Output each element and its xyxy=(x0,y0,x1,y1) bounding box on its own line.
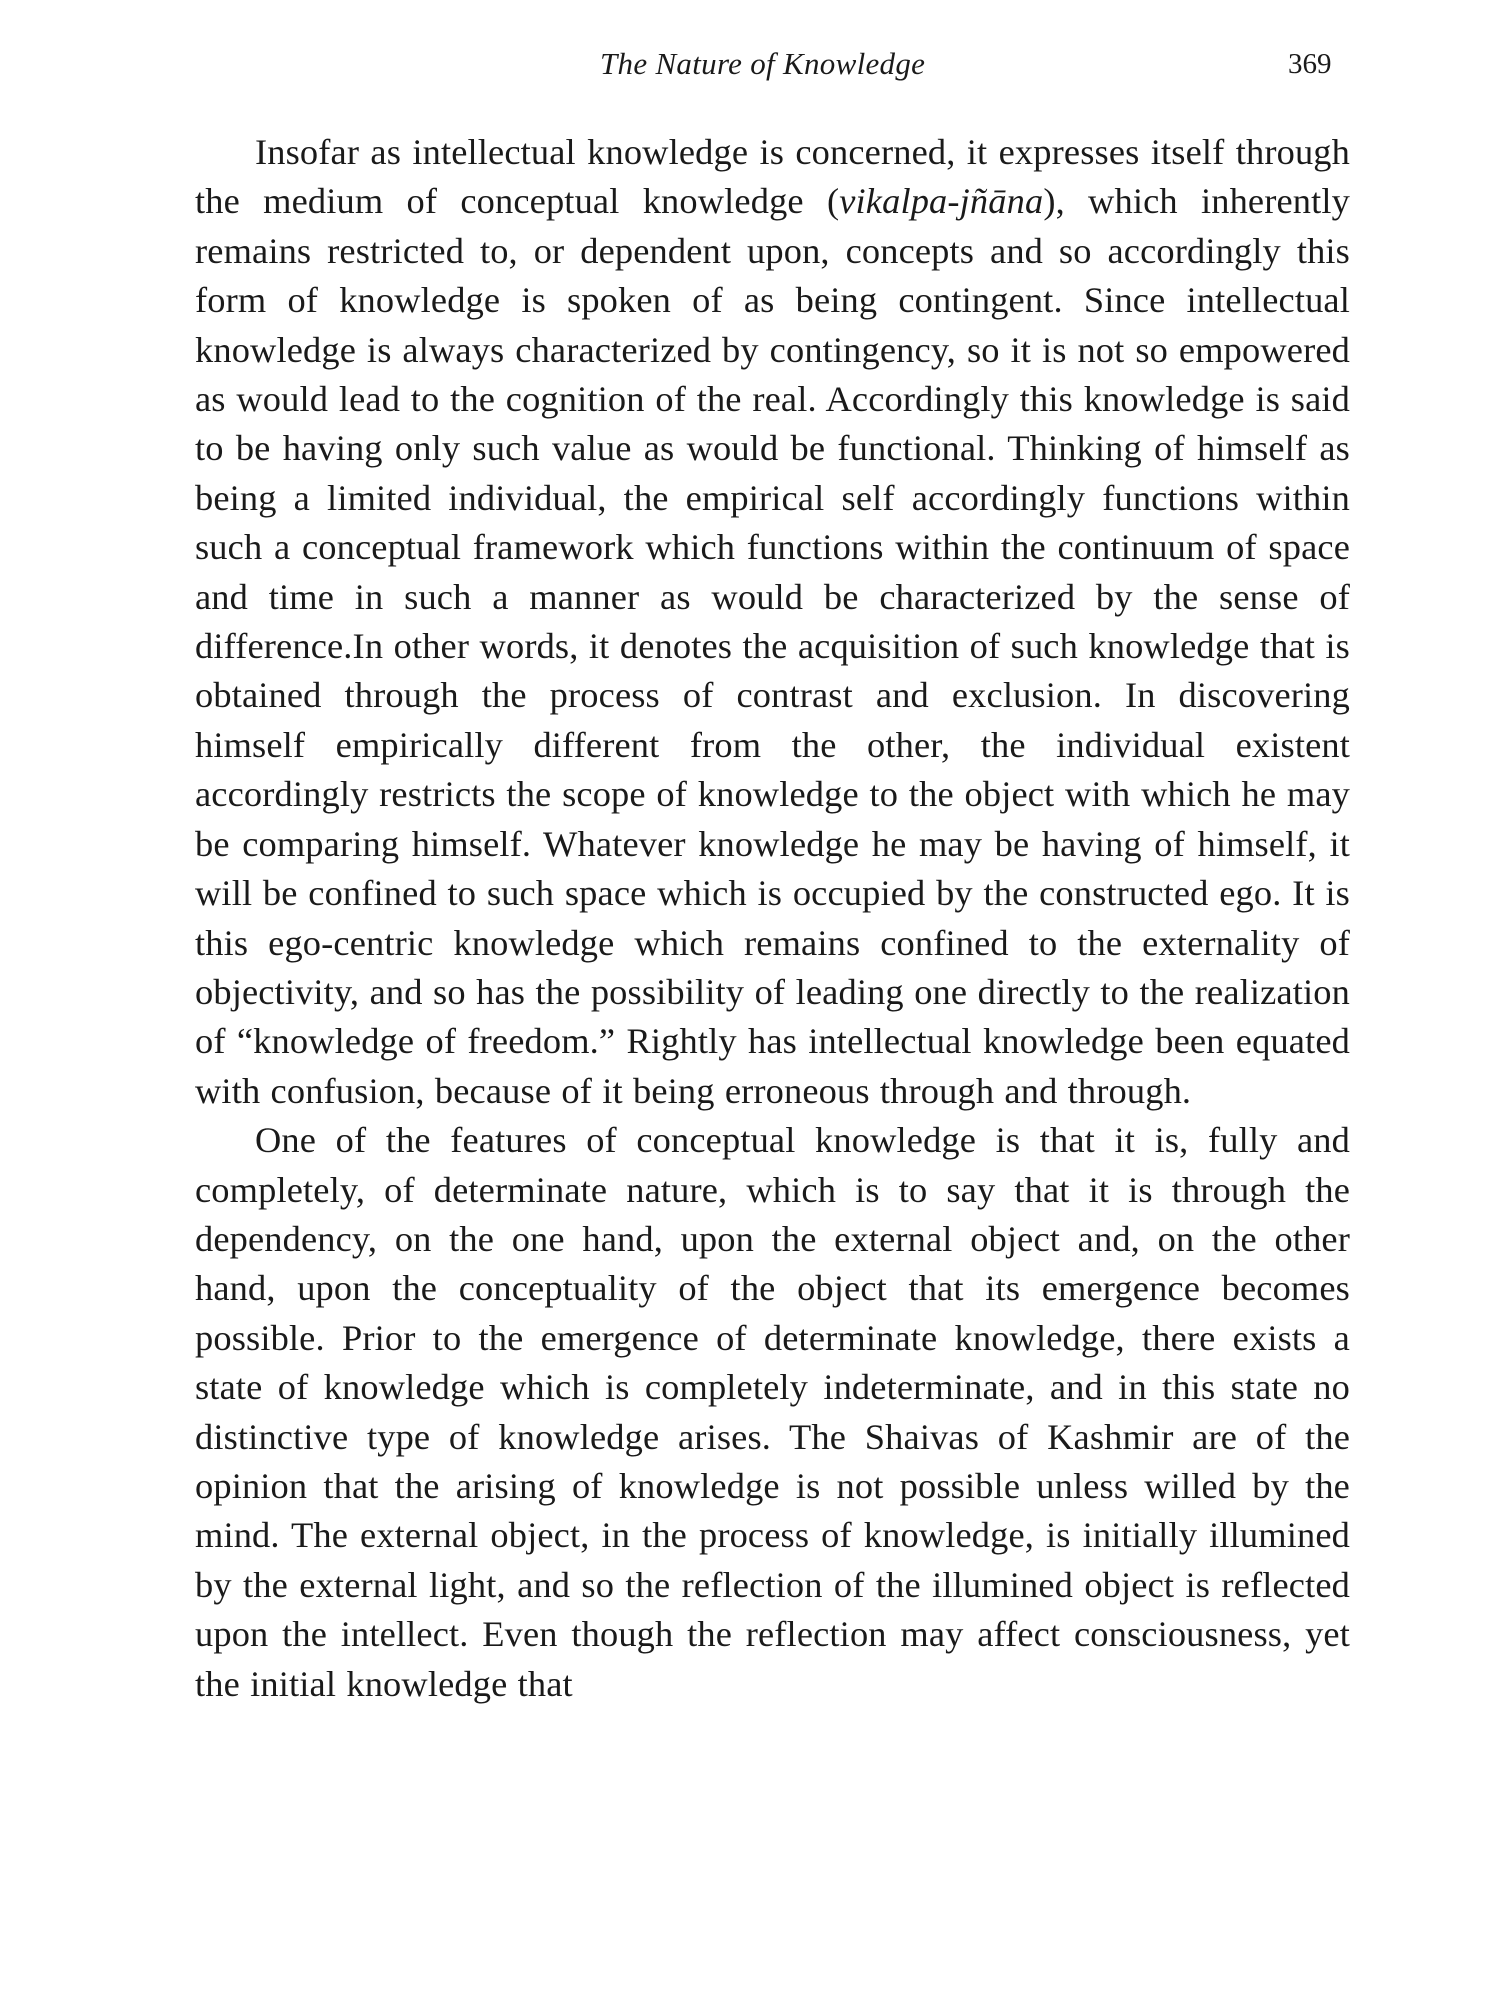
running-head xyxy=(0,42,1500,86)
running-title: The Nature of Knowledge xyxy=(600,46,926,81)
paragraph-1-before-term: Insofar as intellectual knowledge is concerned, it expresses itself through the medium of conceptual knowledge ( xyxy=(195,132,1350,222)
sanskrit-term: vikalpa-jñāna xyxy=(839,181,1044,222)
body-text xyxy=(195,128,1350,1709)
paragraph-2: One of the features of conceptual knowledge is that it is, fully and completely, of determinate nature, which is to say that it is through the dependency, on the one hand, upon the external object and, on the other hand, upon the conceptuality of the object that its emergence becomes possible. Prior to the emergence of determinate knowledge, there exists a state of knowledge which is completely indeterminate, and in this state no distinctive type of knowledge arises. The Shaivas of Kashmir are of the opinion that the arising of knowledge is not possible unless willed by the mind. The external object, in the process of knowledge, is initially illumined by the external light, and so the reflection of the illumined object is reflected upon the intellect. Even though the reflection may affect consciousness, yet the initial knowledge that xyxy=(195,1120,1350,1704)
page-number: 369 xyxy=(1288,48,1332,80)
paragraph-1 xyxy=(195,128,1350,1116)
paragraph-1-after-term: ), which inherently remains restricted to, or dependent upon, concepts and so accordingly this form of knowledge is spoken of as being contingent. Since intellectual knowledge is always characterized by contingency, so it is not so empowered as would lead to the cognition of the real. Accordingly this knowledge is said to be having only such value as would be functional. Thinking of himself as being a limited individual, the empirical self accordingly functions within such a conceptual framework which functions within the continuum of space and time in such a manner as would be characterized by the sense of difference.In other words, it denotes the acquisition of such knowledge that is obtained through the process of contrast and exclusion. In discovering himself empirically different from the other, the individual existent accordingly restricts the scope of knowledge to the object with which he may be comparing himself. Whatever knowledge he may be having of himself, it will be confined to such space which is occupied by the constructed ego. It is this ego-centric knowledge which remains confined to the externality of objectivity, and so has the possibility of leading one directly to the realization of “knowledge of freedom.” Rightly has intellectual knowledge been equated with confusion, because of it being erroneous through and through. xyxy=(195,181,1351,1111)
